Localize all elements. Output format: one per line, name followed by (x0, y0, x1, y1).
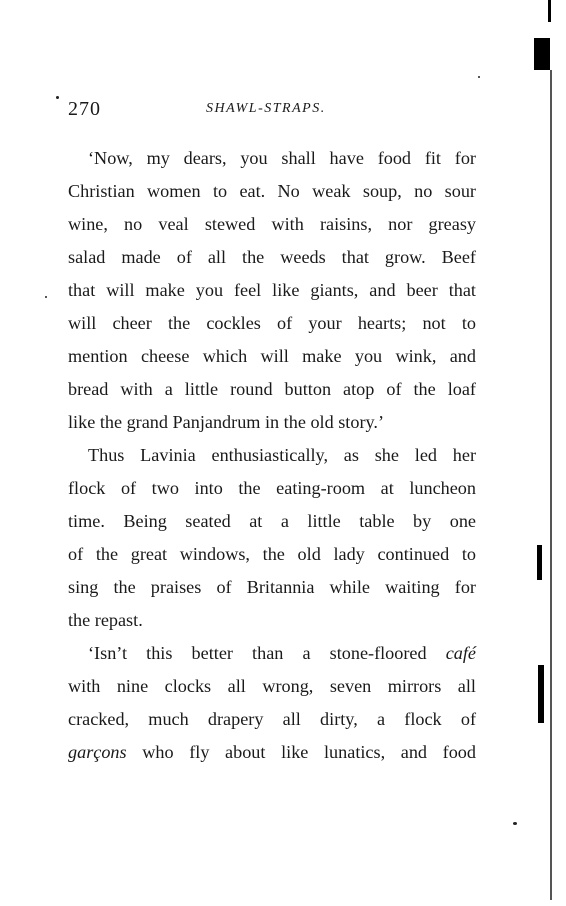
scan-speck (45, 296, 47, 298)
text-line: Christian women to eat. No weak soup, no sour (68, 181, 476, 201)
text-line: salad made of all the weeds that grow. Beef (68, 247, 476, 267)
text-segment: ‘Isn’t this better than a stone-floored (88, 643, 446, 663)
scan-speck (478, 76, 480, 78)
scan-speck (513, 822, 517, 825)
body-text (68, 142, 476, 769)
text-line: the repast. (68, 610, 143, 630)
text-line: will cheer the cockles of your hearts; not to (68, 313, 476, 333)
text-line: cracked, much drapery all dirty, a flock of (68, 709, 476, 729)
text-line: of the great windows, the old lady continued to (68, 544, 476, 564)
scan-edge-mark (537, 545, 542, 580)
text-line: Thus Lavinia enthusiastically, as she led her (88, 445, 476, 465)
scan-edge-mark (534, 38, 550, 70)
text-segment: who fly about like lunatics, and food (126, 742, 476, 762)
text-line: wine, no veal stewed with raisins, nor greasy (68, 214, 476, 234)
page-number: 270 (68, 98, 101, 120)
text-line: flock of two into the eating-room at luncheon (68, 478, 476, 498)
text-line: that will make you feel like giants, and beer that (68, 280, 476, 300)
page-header (68, 98, 488, 126)
text-line: sing the praises of Britannia while waiting for (68, 577, 476, 597)
scan-edge-mark (548, 0, 551, 22)
italic-word: garçons (68, 742, 127, 762)
scan-edge-mark (538, 665, 544, 723)
running-title: SHAWL-STRAPS. (206, 101, 326, 116)
text-line: with nine clocks all wrong, seven mirrors all (68, 676, 476, 696)
text-line: time. Being seated at a little table by one (68, 511, 476, 531)
text-line (68, 736, 476, 769)
text-line: bread with a little round button atop of the loaf (68, 379, 476, 399)
scan-edge-mark (550, 70, 552, 900)
scan-speck (56, 96, 59, 99)
text-line: ‘Now, my dears, you shall have food fit for (88, 148, 476, 168)
italic-word: café (445, 643, 476, 663)
text-line: like the grand Panjandrum in the old story.’ (68, 412, 385, 432)
text-line (68, 637, 476, 670)
text-line: mention cheese which will make you wink, and (68, 346, 476, 366)
